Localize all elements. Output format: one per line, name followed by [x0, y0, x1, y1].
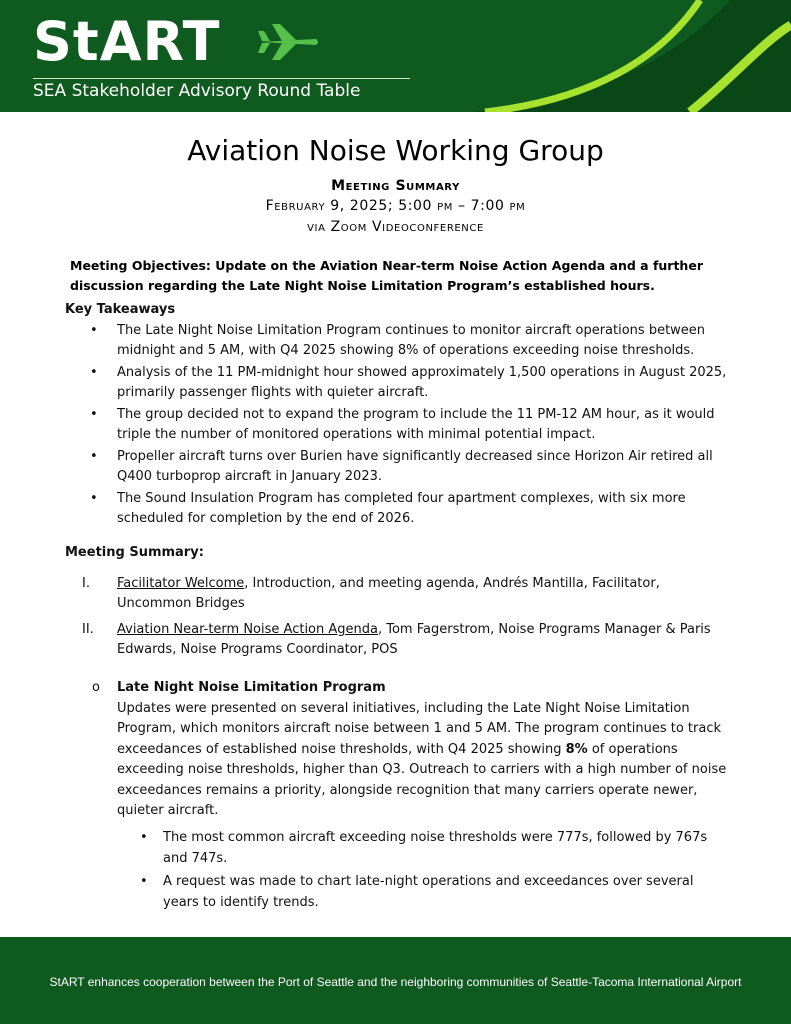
subsection-heading: Late Night Noise Limitation Program: [117, 680, 386, 695]
airplane-icon: [258, 22, 320, 62]
bullet-icon: •: [90, 323, 98, 338]
agenda-item-number: I.: [82, 576, 90, 591]
header-tagline: SEA Stakeholder Advisory Round Table: [33, 81, 361, 101]
page-header: [0, 0, 791, 112]
meeting-objectives: Meeting Objectives: Update on the Aviation Near-term Noise Action Agenda and a further discussion regarding the Late Night Noise Limitation Program’s established hours.: [70, 258, 703, 293]
page-title: Aviation Noise Working Group: [187, 134, 604, 167]
key-takeaways-list: [90, 321, 730, 531]
list-item: • The group decided not to expand the program to include the 11 PM-12 AM hour, as it would triple the number of monitored operations with minimal potential impact.: [90, 407, 715, 442]
page-footer: [0, 937, 791, 1024]
list-item: • Propeller aircraft turns over Burien have significantly decreased since Horizon Air retired all Q400 turboprop aircraft in January 2023.: [90, 449, 713, 484]
list-item: • The Late Night Noise Limitation Program continues to monitor aircraft operations between midnight and 5 AM, with Q4 2025 showing 8% of operations exceeding noise thresholds.: [90, 323, 706, 358]
meeting-summary-heading: Meeting Summary:: [65, 545, 204, 560]
list-item: • A request was made to chart late-night operations and exceedances over several years to identify trends.: [140, 871, 720, 913]
agenda-item: I. Facilitator Welcome, Introduction, and meeting agenda, Andrés Mantilla, Facilitator, Uncommon Bridges: [82, 576, 660, 611]
bullet-icon: •: [140, 830, 148, 845]
agenda-item: II. Aviation Near-term Noise Action Agenda, Tom Fagerstrom, Noise Programs Manager & Paris Edwards, Noise Programs Coordinator, POS: [82, 622, 711, 657]
agenda-item-link[interactable]: Aviation Near-term Noise Action Agenda: [117, 622, 378, 637]
bullet-icon: •: [90, 449, 98, 464]
list-item: • The Sound Insulation Program has completed four apartment complexes, with six more scheduled for completion by the end of 2026.: [90, 491, 686, 526]
footer-text: StART enhances cooperation between the Port of Seattle and the neighboring communities of Seattle-Tacoma International Airport: [49, 975, 742, 989]
list-item: • Analysis of the 11 PM-midnight hour showed approximately 1,500 operations in August 2025, primarily passenger flights with quieter aircraft.: [90, 365, 727, 400]
list-item: • The most common aircraft exceeding noise thresholds were 777s, followed by 767s and 747s.: [140, 827, 720, 869]
meeting-venue: via Zoom Videoconference: [307, 219, 484, 235]
agenda-item-number: II.: [82, 622, 94, 637]
bullet-icon: •: [90, 491, 98, 506]
agenda-item-link[interactable]: Facilitator Welcome: [117, 576, 245, 591]
logo-wordmark: StART: [33, 10, 221, 73]
bullet-icon: •: [140, 874, 148, 889]
subsection-late-night-program: [92, 678, 732, 822]
meeting-date: February 9, 2025; 5:00 pm – 7:00 pm: [265, 198, 526, 214]
key-takeaways-heading: Key Takeaways: [65, 302, 176, 317]
subsection-body: Updates were presented on several initiatives, including the Late Night Noise Limitation Program, which monitors aircraft noise between 1 and 5 AM. The program continues to track exceedances of established noise thresholds, with Q4 2025 showing 8% of operations exceeding noise thresholds, higher than Q3. Outreach to carriers with a high number of noise exceedances remains a priority, alongside recognition that many carriers operate newer, quieter aircraft.: [117, 700, 727, 818]
bullet-icon: •: [90, 365, 98, 380]
document-type: Meeting Summary: [331, 178, 460, 194]
circle-bullet-icon: o: [92, 680, 100, 695]
logo-divider: [33, 78, 410, 79]
subsection-bullets: [140, 827, 720, 915]
bullet-icon: •: [90, 407, 98, 422]
